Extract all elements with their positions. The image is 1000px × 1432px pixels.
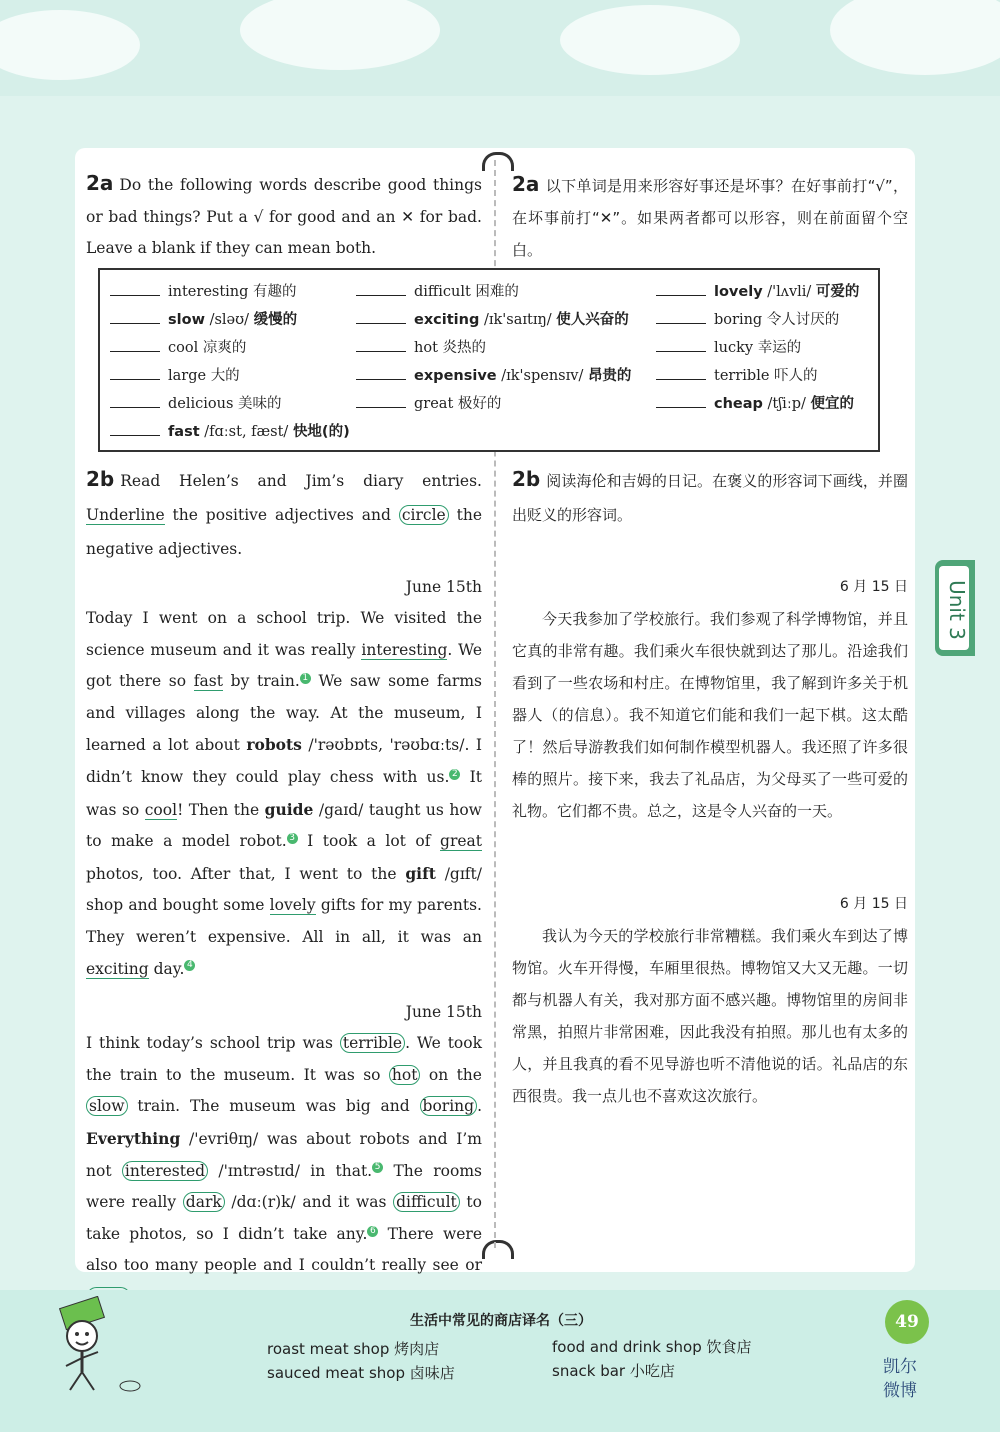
vocab-word: boring <box>714 312 763 328</box>
instruction-text: Read Helen’s and Jim’s diary entries. <box>120 472 482 490</box>
vocab-meaning: 有趣的 <box>253 284 297 300</box>
keyword: gift <box>405 863 436 883</box>
diary-date: June 15th <box>405 578 482 596</box>
answer-blank[interactable] <box>356 311 406 324</box>
shop-translation: sauced meat shop 卤味店 <box>267 1364 455 1382</box>
vocab-meaning: 幸运的 <box>757 340 802 356</box>
negative-adjective: difficult <box>393 1192 460 1212</box>
answer-blank[interactable] <box>110 311 160 324</box>
footnote-marker: 2 <box>449 769 460 780</box>
diary1-translation: 今天我参加了学校旅行。我们参观了科学博物馆，并且它真的非常有趣。我们乘火车很快就到达了那儿。沿途我们看到了一些农场和村庄。在博物馆里，我了解到许多关于机器人（的信息）。我不知道它们能和我们一起下棋。这太酷了！然后导游教我们如何制作模型机器人。我还照了许多很棒的照片。接下来，我去了礼品店，为父母买了一些可爱的礼物。它们都不贵。总之，这是令人兴奋的一天。 <box>512 610 908 820</box>
positive-adjective: great <box>440 832 482 851</box>
vocab-meaning: 凉爽的 <box>202 340 247 356</box>
vocab-meaning: 大的 <box>210 368 240 384</box>
answer-blank[interactable] <box>356 395 406 408</box>
section-tag: 2a <box>512 172 540 196</box>
vocab-item <box>656 392 854 413</box>
positive-adjective: interesting <box>361 640 448 659</box>
vocab-item <box>110 420 350 441</box>
section-2a-english <box>86 168 482 265</box>
underline-sample: Underline <box>86 506 165 524</box>
page-number: 49 <box>885 1300 929 1344</box>
vocab-item <box>110 308 297 329</box>
top-decoration <box>0 0 1000 96</box>
vocab-word: expensive <box>414 368 497 384</box>
footer-title: 生活中常见的商店译名（三） <box>410 1313 592 1329</box>
vocab-meaning: 美味的 <box>238 396 282 412</box>
vocab-word: terrible <box>714 368 770 384</box>
vocab-phonetic: /'lʌvli/ <box>767 284 812 300</box>
vocab-word: cool <box>168 340 199 356</box>
negative-adjective: boring <box>420 1096 478 1116</box>
vocab-meaning: 缓慢的 <box>253 312 298 328</box>
vocab-item <box>656 364 818 385</box>
vocab-word: interesting <box>168 284 249 300</box>
vocab-word: delicious <box>168 396 234 412</box>
vocab-phonetic: /ɪk'spensɪv/ <box>501 368 584 384</box>
instruction-text: Do the following words describe good things or bad things? Put a √ for good and an ✕ for bad. Leave a blank if they can mean both. <box>86 176 482 258</box>
answer-blank[interactable] <box>110 367 160 380</box>
answer-blank[interactable] <box>656 395 706 408</box>
vocab-word: lovely <box>714 284 763 300</box>
vocab-word: large <box>168 368 207 384</box>
answer-blank[interactable] <box>356 339 406 352</box>
answer-blank[interactable] <box>656 367 706 380</box>
instruction-text: the positive adjectives and <box>172 506 391 524</box>
vocab-meaning: 吓人的 <box>774 368 818 384</box>
diary1-text: Today I went on a school trip. We visited the science museum and it was really interesting. We got there so fast by train. 1 We saw some farms and villages along the way. At the museum, I learned a lot about robots /'rəʊbɒts, 'rəʊbɑːts/. I didn’t know they could play chess with us. 2 It was so cool! Then the guide /gaɪd/ taught us how to make a model robot. 3 I took a lot of great photos, too. After that, I went to the gift /gɪft/ shop and bought some lovely gifts for my parents. They weren’t expensive. All in all, it was an exciting day. 4 <box>86 609 482 978</box>
vocab-meaning: 昂贵的 <box>587 368 632 384</box>
section-2a-chinese <box>512 168 908 266</box>
cloud-decoration <box>830 0 1000 75</box>
section-tag: 2b <box>512 467 541 491</box>
vocab-word: great <box>414 396 454 412</box>
vocab-meaning: 可爱的 <box>815 284 860 300</box>
footnote-marker: 6 <box>367 1226 378 1237</box>
cloud-decoration <box>240 0 440 70</box>
answer-blank[interactable] <box>110 339 160 352</box>
vocab-item <box>356 392 501 413</box>
shop-translation: snack bar 小吃店 <box>552 1362 675 1380</box>
footnote-marker: 4 <box>184 960 195 971</box>
answer-blank[interactable] <box>356 283 406 296</box>
keyword: guide <box>264 799 314 819</box>
vocab-item <box>110 364 240 385</box>
answer-blank[interactable] <box>656 283 706 296</box>
vocab-word: cheap <box>714 396 763 412</box>
footnote-marker: 5 <box>372 1162 383 1173</box>
unit-tab-inner <box>939 566 969 650</box>
positive-adjective: exciting <box>86 959 149 978</box>
negative-adjective: interested <box>122 1161 208 1181</box>
vocab-item <box>656 280 859 301</box>
section-2b-chinese <box>512 462 908 1112</box>
negative-adjective: slow <box>86 1096 128 1116</box>
vocab-item <box>356 280 519 301</box>
vocab-phonetic: /sləʊ/ <box>209 312 249 328</box>
footnote-marker: 3 <box>287 833 298 844</box>
vocab-word: lucky <box>714 340 754 356</box>
positive-adjective: fast <box>193 672 223 691</box>
vocab-meaning: 使人兴奋的 <box>556 312 629 328</box>
diary2-translation: 我认为今天的学校旅行非常糟糕。我们乘火车到达了博物馆。火车开得慢，车厢里很热。博物馆又大又无趣。一切都与机器人有关，我对那方面不感兴趣。博物馆里的房间非常黑，拍照片非常困难，因此我没有拍照。那儿也有太多的人，并且我真的看不见导游也听不清他说的话。礼品店的东西很贵。我一点儿也不喜欢这次旅行。 <box>512 927 908 1105</box>
binder-ring-icon <box>482 1240 514 1259</box>
answer-blank[interactable] <box>110 395 160 408</box>
student-cartoon-icon <box>50 1296 160 1396</box>
diary2-text: I think today’s school trip was terrible . We took the train to the museum. It was so hot on the slow train. The museum was big and boring . Everything /'evriθɪŋ/ was about robots and I’m not interested /'ɪntrəstɪd/ in that. 5 The rooms were really dark /dɑː(r)k/ and it was difficult to take photos, so I didn’t take any. 6 There were also too many people and I couldn’t really see or <box>86 1028 482 1378</box>
answer-blank[interactable] <box>656 339 706 352</box>
diary-date: June 15th <box>405 1003 482 1022</box>
unit-tab <box>935 560 975 656</box>
negative-adjective: dark <box>183 1192 225 1212</box>
cloud-decoration <box>0 10 140 80</box>
instruction-text: 阅读海伦和吉姆的日记。在褒义的形容词下画线，并圈出贬义的形容词。 <box>512 472 908 524</box>
answer-blank[interactable] <box>356 367 406 380</box>
vocab-meaning: 快地(的) <box>292 424 350 440</box>
cloud-decoration <box>560 5 740 75</box>
vocab-item <box>356 364 631 385</box>
vocab-meaning: 便宜的 <box>810 396 854 412</box>
vocab-word: difficult <box>414 284 471 300</box>
vocab-item <box>110 280 297 301</box>
positive-adjective: lovely <box>269 896 316 915</box>
vocab-phonetic: /ɪk'saɪtɪŋ/ <box>483 312 552 328</box>
brand-text: 微博 <box>883 1381 917 1401</box>
vocab-word: exciting <box>414 312 480 328</box>
vocab-item <box>656 336 801 357</box>
binder-ring-icon <box>482 152 514 171</box>
shop-translation: roast meat shop 烤肉店 <box>267 1340 440 1358</box>
instruction-text: the negative adjectives. <box>86 506 482 558</box>
unit-label: Unit 3 <box>945 580 969 640</box>
footnote-marker: 1 <box>300 673 311 684</box>
diary-date: 6 月 15 日 <box>839 579 908 595</box>
vocab-phonetic: /fɑːst, fæst/ <box>204 424 289 440</box>
negative-adjective: hot <box>389 1065 421 1085</box>
circle-sample: circle <box>399 505 449 525</box>
answer-blank[interactable] <box>110 423 160 436</box>
vocab-meaning: 困难的 <box>475 284 519 300</box>
answer-blank[interactable] <box>110 283 160 296</box>
brand-text: 凯尔 <box>883 1357 917 1377</box>
vocab-word: fast <box>168 424 200 440</box>
section-tag: 2a <box>86 171 114 195</box>
vocab-meaning: 令人讨厌的 <box>766 312 840 328</box>
vocab-box <box>98 268 880 452</box>
positive-adjective: cool <box>144 800 178 819</box>
section-2b-english <box>86 462 482 1378</box>
answer-blank[interactable] <box>656 311 706 324</box>
vocab-phonetic: /tʃiːp/ <box>767 396 806 412</box>
vocab-item <box>356 308 629 329</box>
vocab-item <box>656 308 839 329</box>
vocab-item <box>110 392 282 413</box>
diary-date: 6 月 15 日 <box>839 896 908 912</box>
vocab-word: slow <box>168 312 205 328</box>
vocab-meaning: 极好的 <box>457 396 502 412</box>
vocab-word: hot <box>414 340 438 356</box>
negative-adjective: terrible <box>340 1033 405 1053</box>
section-tag: 2b <box>86 467 115 491</box>
keyword: robots <box>246 735 302 755</box>
vocab-meaning: 炎热的 <box>442 340 487 356</box>
vocab-item <box>356 336 486 357</box>
shop-translation: food and drink shop 饮食店 <box>552 1338 752 1356</box>
keyword: Everything <box>86 1128 181 1148</box>
instruction-text: 以下单词是用来形容好事还是坏事？在好事前打“√”，在坏事前打“✕”。如果两者都可以形容，则在前面留个空白。 <box>512 177 908 259</box>
vocab-item <box>110 336 246 357</box>
